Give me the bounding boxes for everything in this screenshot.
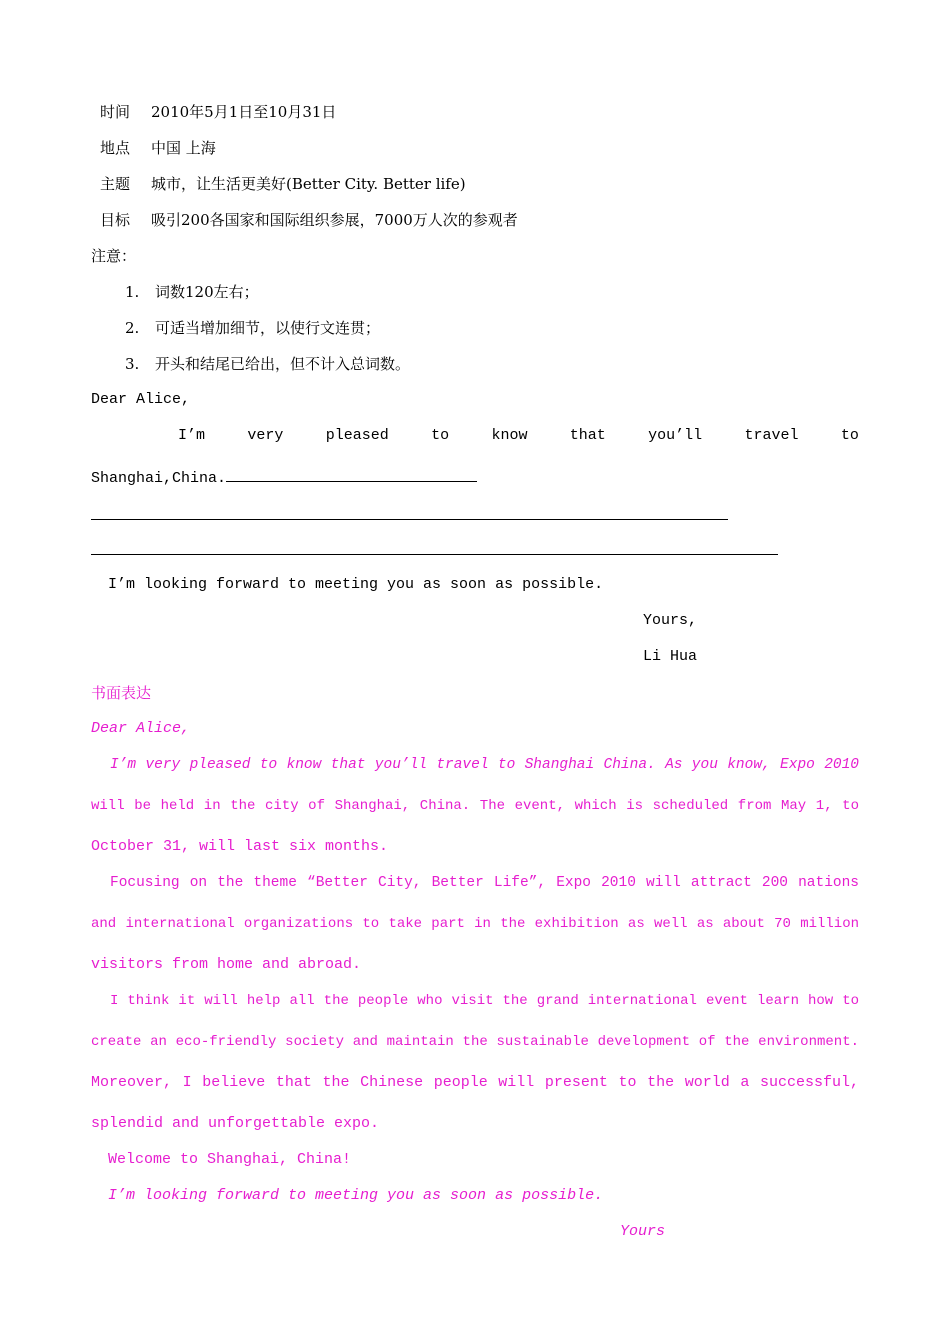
- info-label: 时间: [100, 103, 131, 121]
- letter-word: that: [569, 427, 606, 444]
- info-label: 目标: [100, 211, 131, 229]
- writing-line[interactable]: [91, 519, 728, 520]
- note-number: 3.: [125, 355, 140, 373]
- answer-p3-line3: Moreover, I believe that the Chinese people will present to the world a successful,: [91, 1074, 859, 1091]
- letter-opening-line: [178, 426, 859, 446]
- letter-signature: Li Hua: [643, 648, 698, 665]
- letter-salutation: Dear Alice,: [91, 391, 191, 408]
- answer-p3-line2: create an eco-friendly society and maintain the sustainable development of the environment.: [91, 1034, 859, 1050]
- letter-opening-continuation: [91, 467, 477, 489]
- notes-heading: 注意：: [91, 247, 137, 265]
- letter-word: to: [840, 427, 859, 444]
- answer-p2-line3: visitors from home and abroad.: [91, 956, 362, 973]
- writing-blank[interactable]: [226, 467, 477, 482]
- answer-p1-line2: will be held in the city of Shanghai, China. The event, which is scheduled from May 1, to: [91, 798, 859, 814]
- info-value: 城市，让生活更美好(Better City. Better life): [151, 175, 466, 193]
- info-value: 2010年5月1日至10月31日: [151, 103, 337, 121]
- letter-opening-cont-text: Shanghai,China.: [91, 470, 227, 487]
- info-label: 主题: [100, 175, 131, 193]
- answer-p1-line1: [110, 755, 859, 775]
- answer-p3-line1: I think it will help all the people who visit the grand international event learn how to: [110, 993, 859, 1009]
- letter-word: I’m: [178, 427, 206, 444]
- answer-p2-line2: and international organizations to take part in the exhibition as well as about 70 million: [91, 916, 859, 932]
- letter-word: you’ll: [648, 427, 703, 444]
- writing-line[interactable]: [91, 554, 778, 555]
- letter-signoff: Yours,: [643, 612, 698, 629]
- answer-p3-line4: splendid and unforgettable expo.: [91, 1115, 380, 1132]
- answer-welcome: Welcome to Shanghai, China!: [108, 1151, 352, 1168]
- note-number: 1.: [125, 283, 140, 301]
- letter-word: to: [431, 427, 450, 444]
- answer-signoff: Yours: [620, 1223, 666, 1240]
- letter-word: know: [491, 427, 528, 444]
- answer-salutation: Dear Alice,: [91, 720, 191, 737]
- letter-word: travel: [744, 427, 799, 444]
- info-label: 地点: [100, 139, 131, 157]
- answer-p2-line1: Focusing on the theme “Better City, Better Life”, Expo 2010 will attract 200 nations: [110, 875, 859, 891]
- info-value: 中国 上海: [151, 139, 216, 157]
- answer-p1-line3: October 31, will last six months.: [91, 838, 389, 855]
- letter-closing: I’m looking forward to meeting you as soon as possible.: [108, 576, 604, 593]
- letter-word: very: [247, 427, 284, 444]
- answer-closing: I’m looking forward to meeting you as soon as possible.: [108, 1187, 604, 1204]
- note-number: 2.: [125, 319, 140, 337]
- info-value: 吸引200各国家和国际组织参展，7000万人次的参观者: [151, 211, 518, 229]
- letter-word: pleased: [325, 427, 389, 444]
- note-text: 词数120左右；: [155, 283, 259, 301]
- note-text: 可适当增加细节，以使行文连贯；: [155, 319, 381, 337]
- answer-heading: 书面表达: [91, 684, 152, 702]
- answer-p1-line1-text: I’m very pleased to know that you’ll travel to Shanghai China. As you know, Expo 2010: [110, 757, 859, 773]
- note-text: 开头和结尾已给出，但不计入总词数。: [155, 355, 411, 373]
